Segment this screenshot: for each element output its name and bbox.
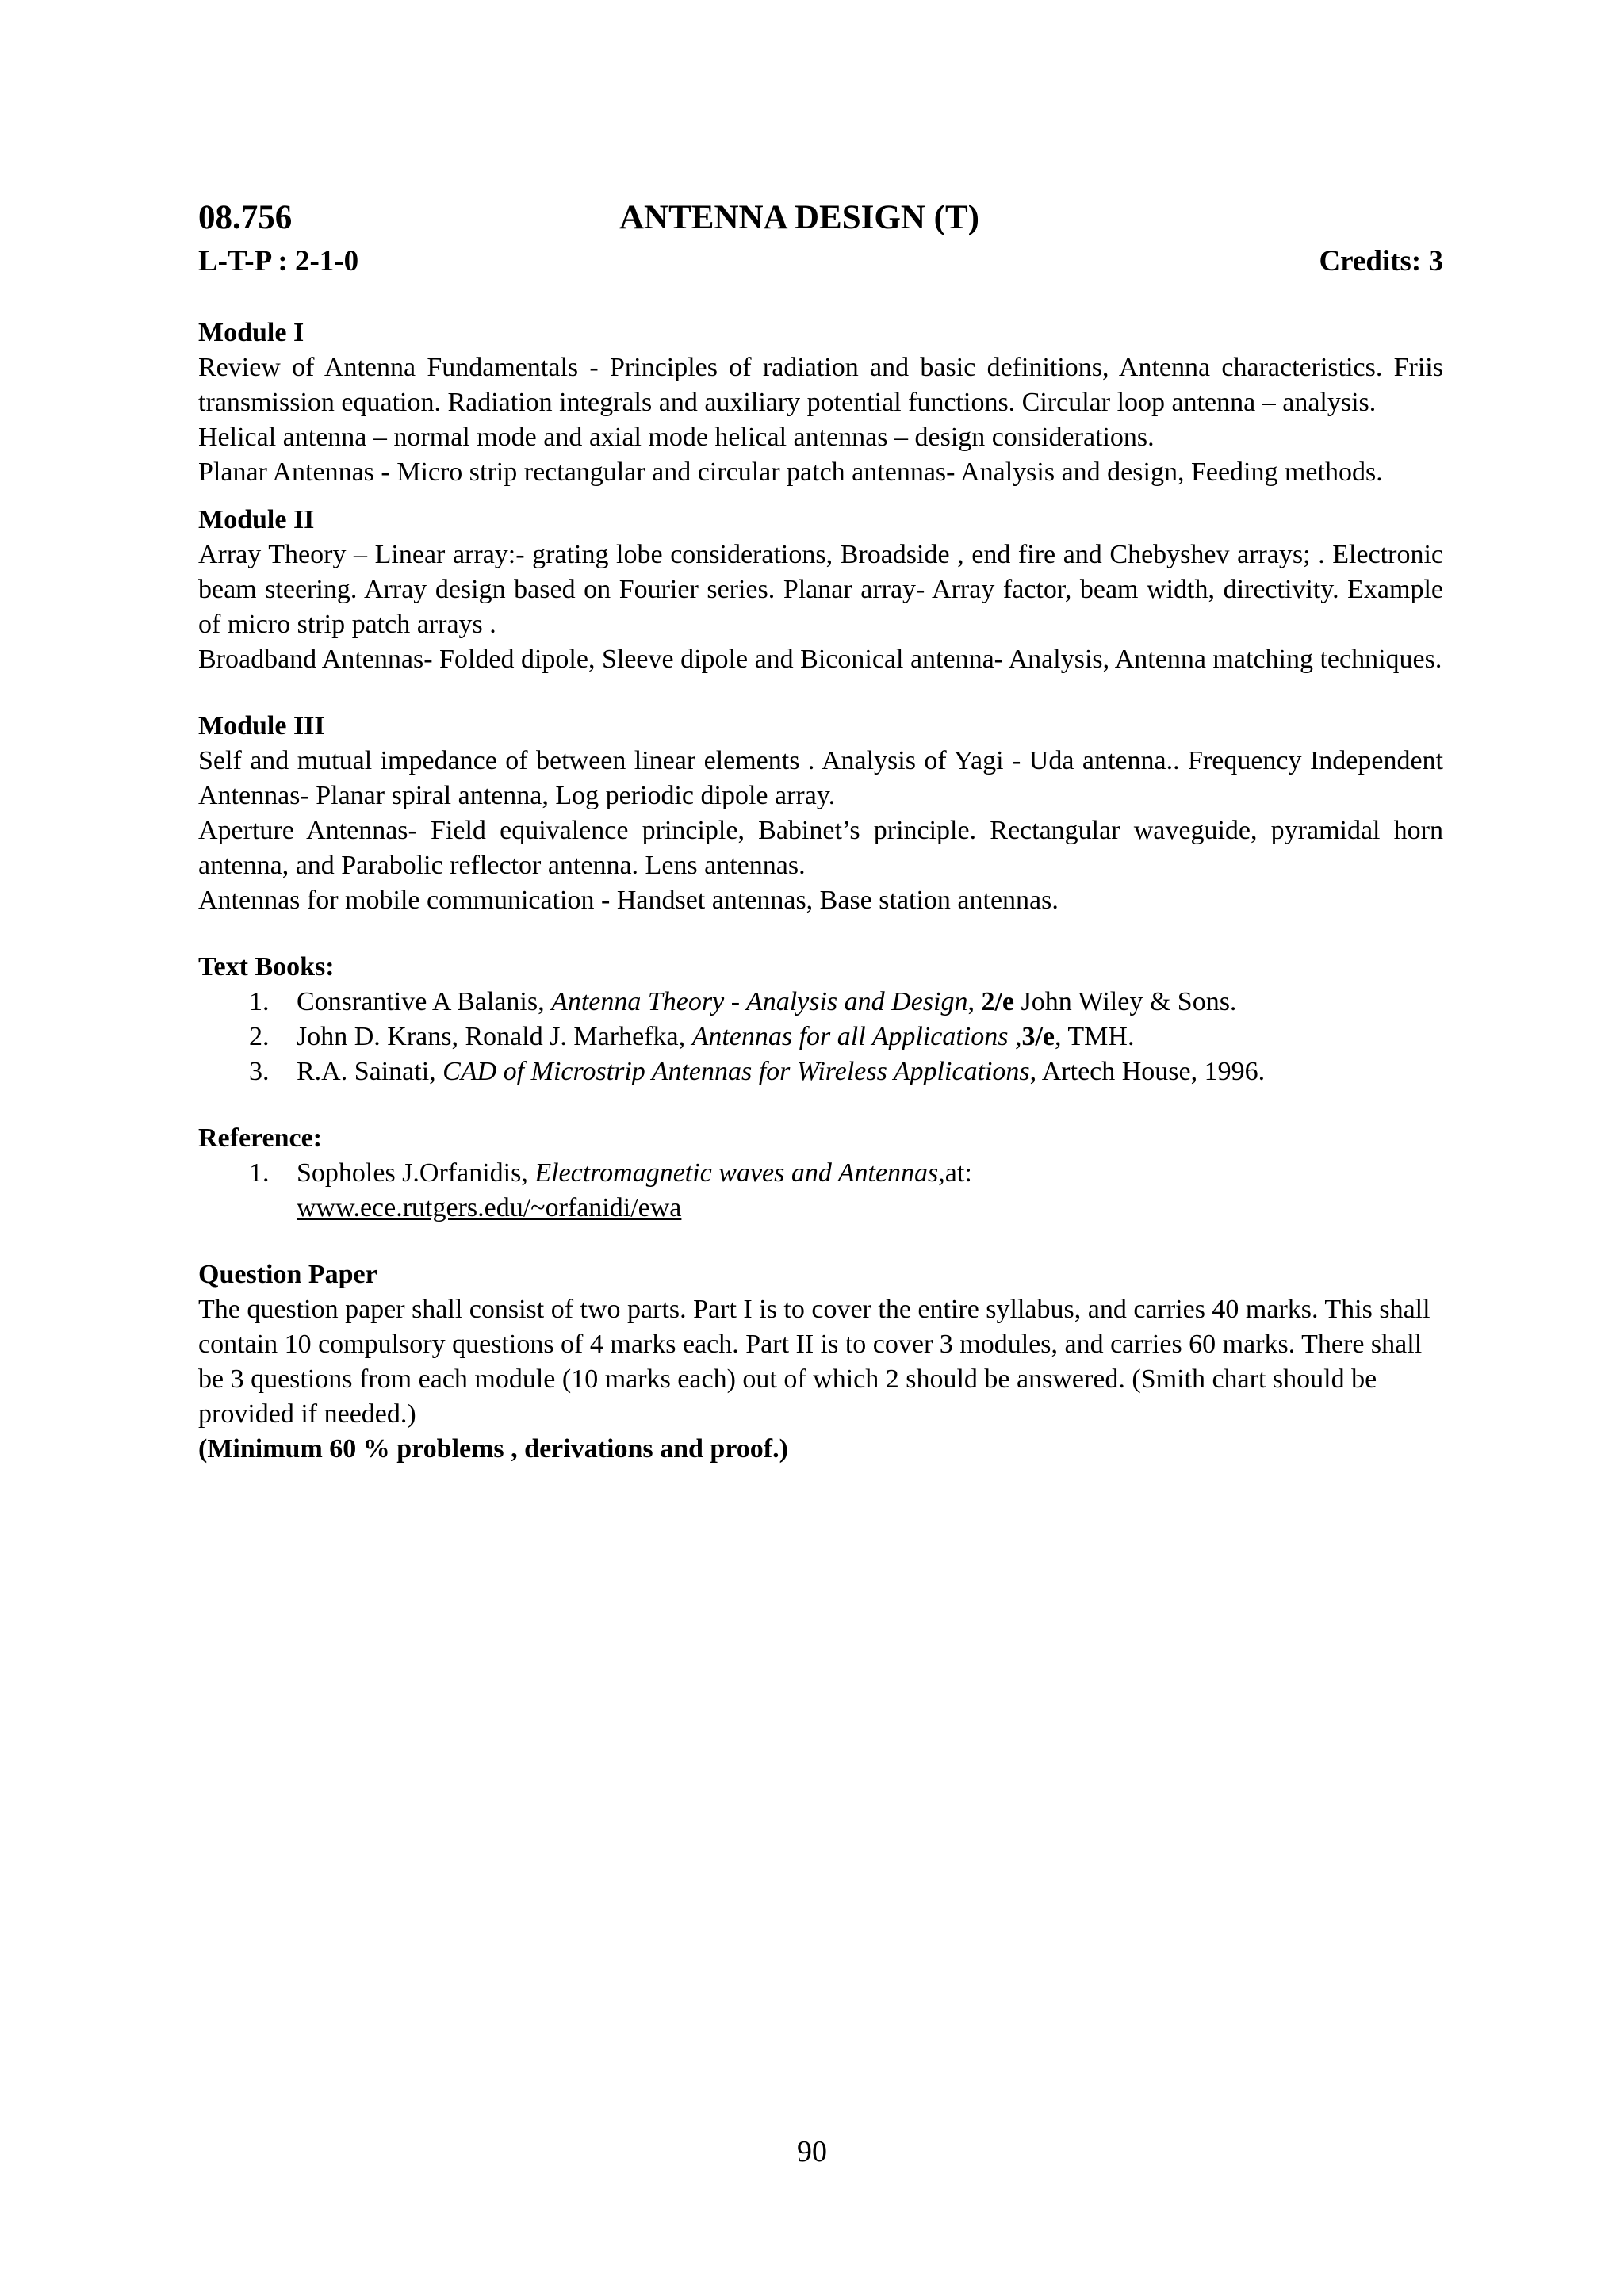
module-2 xyxy=(198,503,1443,677)
reference-suffix: ,at: xyxy=(938,1158,972,1188)
module-2-paragraph: Broadband Antennas- Folded dipole, Sleeve dipole and Biconical antenna- Analysis, Antenna matching techniques. xyxy=(198,645,1442,674)
publisher: , TMH. xyxy=(1055,1022,1135,1051)
edition: 3/e xyxy=(1021,1022,1055,1051)
list-item xyxy=(198,1054,1443,1089)
list-number: 1. xyxy=(249,987,270,1016)
question-paper-title: Question Paper xyxy=(198,1260,377,1289)
question-paper-note: (Minimum 60 % problems , derivations and proof.) xyxy=(198,1434,788,1464)
text-books-list xyxy=(198,985,1443,1089)
module-3 xyxy=(198,709,1443,918)
reference-link[interactable]: www.ece.rutgers.edu/~orfanidi/ewa xyxy=(297,1193,682,1223)
edition: 2/e xyxy=(981,987,1015,1016)
module-3-title: Module III xyxy=(198,711,325,740)
question-paper xyxy=(198,1257,1443,1467)
list-item xyxy=(198,1156,1443,1226)
author: John D. Krans, Ronald J. Marhefka, xyxy=(297,1022,692,1051)
module-3-paragraph: Antennas for mobile communication - Handset antennas, Base station antennas. xyxy=(198,886,1059,915)
syllabus-page xyxy=(198,198,1443,1467)
text-books xyxy=(198,950,1443,1089)
ltp-label: L-T-P : 2-1-0 xyxy=(198,245,359,277)
author: R.A. Sainati, xyxy=(297,1057,443,1086)
author: Consrantive A Balanis, xyxy=(297,987,552,1016)
module-1 xyxy=(198,316,1443,490)
author: Sopholes J.Orfanidis, xyxy=(297,1158,535,1188)
course-title: ANTENNA DESIGN (T) xyxy=(619,199,979,236)
separator: , xyxy=(967,987,982,1016)
book-title: Electromagnetic waves and Antennas xyxy=(534,1158,939,1188)
list-number: 1. xyxy=(249,1158,270,1188)
reference-list xyxy=(198,1156,1443,1226)
list-number: 3. xyxy=(249,1057,270,1086)
module-1-paragraph: Helical antenna – normal mode and axial mode helical antennas – design considerations. xyxy=(198,423,1155,452)
reference-title: Reference: xyxy=(198,1123,323,1153)
publisher: , Artech House, 1996. xyxy=(1029,1057,1266,1086)
credits-label: Credits: 3 xyxy=(1319,245,1443,277)
module-3-paragraph: Self and mutual impedance of between linear elements . Analysis of Yagi - Uda antenna.. Frequency Independent Antennas- Planar spiral antenna, Log periodic dipole array. xyxy=(198,746,1443,810)
module-1-paragraph: Planar Antennas - Micro strip rectangular and circular patch antennas- Analysis and design, Feeding methods. xyxy=(198,457,1383,487)
text-books-title: Text Books: xyxy=(198,952,335,982)
reference xyxy=(198,1121,1443,1226)
separator: , xyxy=(1008,1022,1022,1051)
page-number: 90 xyxy=(797,2135,827,2168)
course-header xyxy=(198,198,1443,244)
course-meta xyxy=(198,244,1443,284)
list-number: 2. xyxy=(249,1022,270,1051)
module-3-paragraph: Aperture Antennas- Field equivalence principle, Babinet’s principle. Rectangular waveguide, pyramidal horn antenna, and Parabolic reflector antenna. Lens antennas. xyxy=(198,816,1443,880)
book-title: CAD of Microstrip Antennas for Wireless Applications xyxy=(442,1057,1030,1086)
publisher: John Wiley & Sons. xyxy=(1014,987,1237,1016)
list-item xyxy=(198,985,1443,1020)
module-1-paragraph: Review of Antenna Fundamentals - Principles of radiation and basic definitions, Antenna characteristics. Friis transmission equation. Radiation integrals and auxiliary potential functions. Circular loop antenna – analysis. xyxy=(198,353,1443,417)
question-paper-text: The question paper shall consist of two parts. Part I is to cover the entire syllabus, and carries 40 marks. This shall contain 10 compulsory questions of 4 marks each. Part II is to cover 3 modules, and carries 60 marks. There shall be 3 questions from each module (10 marks each) out of which 2 should be answered. (Smith chart should be provided if needed.) xyxy=(198,1295,1431,1429)
module-1-title: Module I xyxy=(198,318,304,347)
list-item xyxy=(198,1020,1443,1054)
module-2-title: Module II xyxy=(198,505,315,534)
book-title: Antennas for all Applications xyxy=(691,1022,1009,1051)
book-title: Antenna Theory - Analysis and Design xyxy=(551,987,968,1016)
course-code: 08.756 xyxy=(198,199,293,236)
module-2-paragraph: Array Theory – Linear array:- grating lobe considerations, Broadside , end fire and Chebyshev arrays; . Electronic beam steering. Array design based on Fourier series. Planar array- Array factor, beam width, directivity. Example of micro strip patch arrays . xyxy=(198,540,1443,639)
